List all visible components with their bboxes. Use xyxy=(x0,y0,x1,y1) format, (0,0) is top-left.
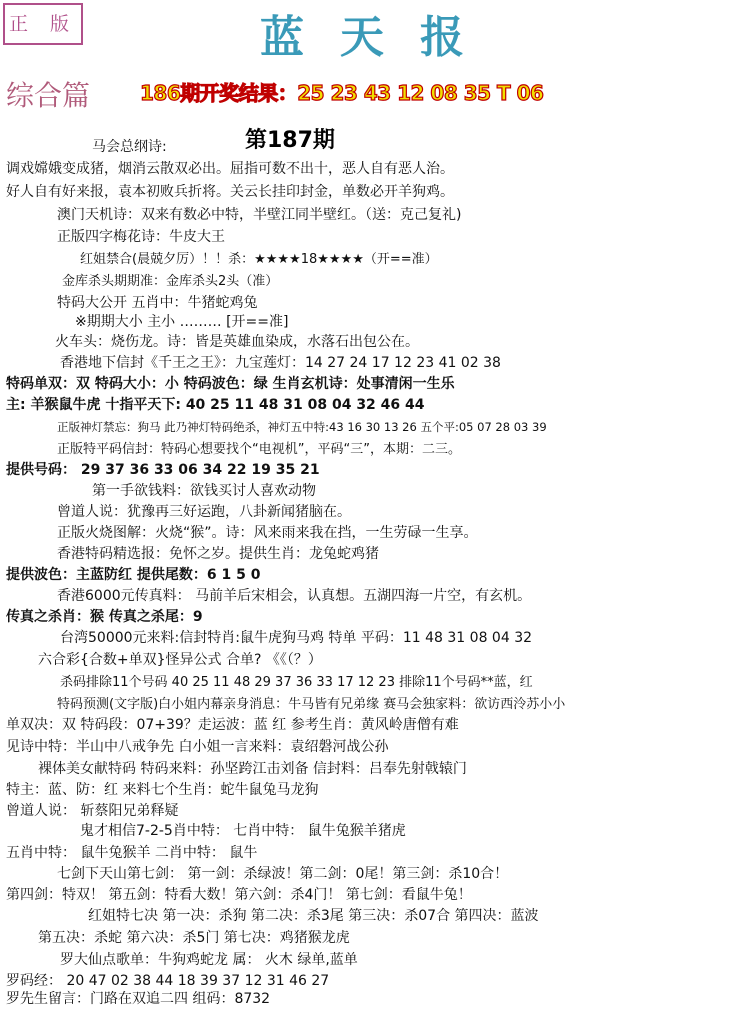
text-line: 香港6000元传真料： 马前羊后宋相会，认真想。五湖四海一片空，有玄机。 xyxy=(57,588,532,604)
text-line: 裸体美女献特码 特码来料：孙坚跨江击刘备 信封料：吕奉先射戟辕门 xyxy=(38,761,467,777)
text-line: 正版火烧图解：火烧“猴”。诗：风来雨来我在挡，一生劳碌一生享。 xyxy=(57,525,478,541)
text-line: 好人自有好来报，袁本初败兵折将。关云长挂印封金，单数必开羊狗鸡。 xyxy=(6,184,454,200)
text-line: 第四剑：特双！ 第五剑：特看大数！第六剑：杀4门！ 第七剑：看鼠牛兔！ xyxy=(6,887,472,903)
text-line: 六合彩{合数+单双}怪异公式 合单? 《《（？） xyxy=(38,652,322,668)
text-line: 澳门天机诗：双来有数必中特，半壁江同半壁红。（送：克己复礼) xyxy=(57,207,462,223)
genuine-badge: 正 版 xyxy=(3,3,83,45)
text-line: 特码预测(文字版)白小姐内幕亲身消息：牛马皆有兄弟缘 赛马会独家料：欲访西泠苏小小 xyxy=(57,697,566,712)
text-line: 第五决：杀蛇 第六决：杀5门 第七决：鸡猪猴龙虎 xyxy=(38,930,350,946)
issue-number: 第187期 xyxy=(245,128,335,153)
text-line: 金库杀头期期准：金库杀头2头（准） xyxy=(62,274,279,289)
text-line: 七剑下天山第七剑： 第一剑：杀绿波！第二剑：0尾！第三剑：杀10合！ xyxy=(57,866,509,882)
section-title: 综合篇 xyxy=(6,79,91,112)
text-line: 红姐禁合(晨兢夕厉）！！杀：★★★★18★★★★（开==准） xyxy=(80,252,438,267)
text-line: 杀码排除11个号码 40 25 11 48 29 37 36 33 17 12 23 排除11个号码**蓝，红 xyxy=(60,675,533,690)
text-line: 鬼才相信7-2-5肖中特： 七肖中特： 鼠牛兔猴羊猪虎 xyxy=(80,823,406,839)
text-line: 见诗中特：半山中八戒争先 白小姐一言来料：袁绍磐河战公孙 xyxy=(6,739,389,755)
text-line: 曾道人说：犹豫再三好运跑，八卦新闻猪脑在。 xyxy=(57,504,351,520)
text-line: 火车头：烧伤龙。诗：皆是英雄血染成，水落石出包公在。 xyxy=(55,334,419,350)
lottery-result: 186期开奖结果：25 23 43 12 08 35 T 06 xyxy=(140,81,544,105)
text-line: 主: 羊猴鼠牛虎 十指平天下: 40 25 11 48 31 08 04 32 46 44 xyxy=(6,397,425,413)
text-line: 香港地下信封《千王之王》：九宝莲灯：14 27 24 17 12 23 41 02 38 xyxy=(60,355,501,371)
text-line: 曾道人说： 斩蔡阳兄弟释疑 xyxy=(6,803,179,819)
text-line: 提供波色：主蓝防红 提供尾数：6 1 5 0 xyxy=(6,567,261,583)
text-line: 正版特平码信封：特码心想要找个“电视机”，平码“三”，本期：二三。 xyxy=(57,442,461,457)
text-line: 罗码经： 20 47 02 38 44 18 39 37 12 31 46 27 xyxy=(6,973,330,989)
text-line: 正版四字梅花诗：牛皮大王 xyxy=(57,229,225,245)
text-line: 五肖中特： 鼠牛兔猴羊 二肖中特： 鼠牛 xyxy=(6,845,258,861)
text-line: 红姐特七决 第一决：杀狗 第二决：杀3尾 第三决：杀07合 第四决：蓝波 xyxy=(88,908,539,924)
text-line: 马会总纲诗: xyxy=(92,139,167,155)
text-line: 香港特码精选报：免怀之岁。提供生肖：龙兔蛇鸡猪 xyxy=(57,546,379,562)
text-line: ※期期大小 主小 ……… [开==准] xyxy=(75,314,289,330)
text-line: 调戏嫦娥变成猪，烟消云散双必出。屈指可数不出十，恶人自有恶人治。 xyxy=(6,161,454,177)
text-line: 正版神灯禁忘：狗马 此乃神灯特码绝杀，神灯五中特:43 16 30 13 26 五个平:05 07 28 03 39 xyxy=(57,420,547,434)
text-line: 罗先生留言：门路在双追二四 组码：8732 xyxy=(6,991,271,1007)
text-line: 第一手欲钱料：欲钱买讨人喜欢动物 xyxy=(92,483,316,499)
text-line: 特码大公开 五肖中：牛猪蛇鸡兔 xyxy=(57,295,258,311)
text-line: 台湾50000元来料:信封特肖:鼠牛虎狗马鸡 特单 平码：11 48 31 08 04 32 xyxy=(60,630,533,646)
text-line: 罗大仙点歌单：牛狗鸡蛇龙 属： 火木 绿单,蓝单 xyxy=(60,952,358,968)
text-line: 提供号码： 29 37 36 33 06 34 22 19 35 21 xyxy=(6,462,320,478)
text-line: 特码单双：双 特码大小：小 特码波色：绿 生肖玄机诗：处事清闲一生乐 xyxy=(6,376,455,392)
text-line: 特主：蓝、防：红 来料七个生肖：蛇牛鼠兔马龙狗 xyxy=(6,782,319,798)
text-line: 单双决：双 特码段：07+39？走运波：蓝 红 参考生肖：黄风岭唐僧有难 xyxy=(6,717,459,733)
text-line: 传真之杀肖：猴 传真之杀尾：9 xyxy=(6,609,203,625)
page-title: 蓝天报 xyxy=(260,12,500,63)
